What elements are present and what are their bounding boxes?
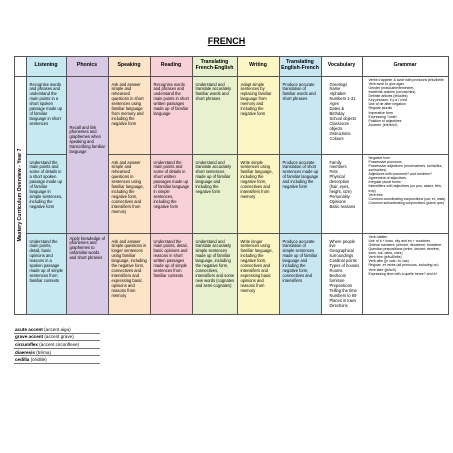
vocab-item: • Physical description (hair, eyes, height, size) (330, 174, 360, 194)
vocab-item: • Pets (330, 169, 360, 174)
row2-translating-en-fr: Produce accurate translation of short sentences made up of familiar language and including the negative form (279, 154, 322, 234)
grammar-item: • Ordinal numbers: premier, deuxième, troisième (369, 243, 447, 247)
vocab-item: • Numbers to 69 (330, 293, 360, 298)
grammar-item: • Indefinite articles (un/une/des) (369, 90, 447, 94)
row3-speaking: Ask and answer simple questions in longer sentences using familiar language, including the negative form, connectives and intensifiers and expressing basic opinions and reasons from memory (108, 233, 151, 315)
row1-grammar (362, 76, 449, 155)
row3-translating-en-fr: Produce accurate translation of simple sentences made up of familiar language and including the negative form, connectives and intensifiers (279, 233, 322, 315)
vocab-item: • Bedroom furniture (330, 273, 360, 283)
row2-translating-fr-en: Understand and translate accurately short sentences made up of familiar language and including the negative form (192, 154, 238, 234)
legend-term: grave accent (15, 334, 44, 340)
row2-writing: Write simple sentences using familiar language, including the negative form, connectives and intensifiers from memory (237, 154, 280, 234)
legend-row (14, 349, 100, 357)
grammar-item: • Verbs s'appeler & avoir with pronouns je/tu/il/elle (369, 78, 447, 82)
legend-term: cedilla (15, 357, 30, 363)
vocab-item: • Personality (330, 194, 360, 199)
legend-row (14, 334, 100, 342)
grammar-item: • Agreement of adjectives (369, 176, 447, 180)
legend-desc: (accent aigu) (44, 326, 71, 332)
legend-term: acute accent (15, 326, 43, 332)
header-writing: Writing (237, 56, 280, 77)
grammar-item: • Verb être (je/tu/il/elle) (369, 255, 447, 259)
grammar-item: • Negative form (369, 156, 447, 160)
grammar-item: • Common subordinating conjunctions (parce que) (369, 201, 447, 205)
grammar-item: • Verb avoir to give ages (369, 82, 447, 86)
vocab-item: • Numbers 1-31 (330, 96, 360, 101)
vocab-item: • Directions (330, 303, 360, 308)
row2-listening: Understand the main points and some of details in a short spoken passage made up of familiar language in simple sentences, including the negative form (26, 154, 67, 234)
grammar-item: • Regular plurals (369, 106, 447, 110)
legend-term: diaeresis (15, 349, 35, 355)
grammar-item: • Position of adjectives (369, 119, 447, 123)
grammar-item: • Use of à + town, city and en + countries (369, 239, 447, 243)
grammar-item: • Possessive pronouns (369, 160, 447, 164)
header-translating-en-fr: Translating English-French (279, 56, 322, 77)
legend-row (14, 341, 100, 349)
grammar-item: • Irregular plural forms (369, 180, 447, 184)
vocab-item: • Greetings (330, 82, 360, 87)
phonics-cell-lower: Apply knowledge of phonemes and graphemes to unfamiliar words and short phrases (66, 233, 109, 315)
side-label-cell (14, 76, 27, 315)
vocab-item: • Types of houses (330, 263, 360, 268)
row3-writing: Write longer sentences using familiar language, including the negative form, connectives and intensifiers and expressing basic opinions and reasons from memory (237, 233, 280, 315)
grammar-item: • Verb aller (je vais / tu vas) (369, 259, 447, 263)
grammar-item: • Possessive adjectives (mon/ma/mes, ton/ta/tes, son/sa/ses) (369, 164, 447, 172)
grammar-item: • Gender (masculine/feminine) (369, 86, 447, 90)
header-reading: Reading (150, 56, 193, 77)
row1-speaking: Ask and answer simple and rehearsed questions in short sentences using familiar language from memory and including the negative form (108, 76, 151, 155)
vocab-item: • Cardinal points (330, 258, 360, 263)
grammar-item: • Verb être (369, 193, 447, 197)
header-phonics: Phonics (66, 56, 109, 77)
header-listening: Listening (26, 56, 67, 77)
grammar-item: • Common coordinating conjunctions (car, et, mais) (369, 197, 447, 201)
grammar-item: • Accents' (é/è/ê/ç/ï) (369, 123, 447, 127)
row1-translating-fr-en: Understand and translate accurately familiar words and short phrases (192, 76, 238, 155)
grammar-item: • Verb habiter (369, 235, 447, 239)
page-title: FRENCH (207, 36, 246, 46)
header-grammar: Grammar (362, 56, 449, 77)
vocab-item: • Classroom objects (330, 121, 360, 131)
legend-desc: (accent circonflexe) (39, 341, 80, 347)
legend-desc: (cédille) (30, 357, 47, 363)
vocab-item: • Opinions (330, 199, 360, 204)
vocab-item: • Family members (330, 160, 360, 170)
row1-translating-en-fr: Produce accurate translation of familiar words and short phrases (279, 76, 322, 155)
row1-writing: Adapt simple sentences by replacing familiar language from memory and including the negative form (237, 76, 280, 155)
row2-grammar (362, 154, 449, 234)
vocab-item: • School objects (330, 116, 360, 121)
row3-translating-fr-en: Understand and translate accurately simple sentences made up of familiar language, including the negative form, connectives, intensifiers and some new words (cognates and semi-cognates) (192, 233, 238, 315)
grammar-item: • Imperative form (369, 111, 447, 115)
grammar-item: • Verb faire (je/tu/il) (369, 268, 447, 272)
row3-grammar (362, 233, 449, 315)
vocab-item: • Where people live (330, 239, 360, 249)
vocab-item: • Dates & Birthday (330, 106, 360, 116)
row2-speaking: Ask and answer simple and rehearsed questions in sentences using familiar language, including the negative form, connectives and intensifiers from memory (108, 154, 151, 234)
grammar-item: • Expressing 'I wish' (369, 115, 447, 119)
vocab-item: • Name (330, 86, 360, 91)
accent-legend (14, 326, 100, 364)
legend-row (14, 356, 100, 364)
legend-row (14, 326, 100, 334)
grammar-item: • Intensifiers with adjectives (un peu, assez, très, trop) (369, 184, 447, 192)
legend-term: circumflex (15, 341, 38, 347)
row3-reading: Understand the main points, detail, basic opinions and reasons in short written passages made up of simple sentences from familiar contexts (150, 233, 193, 315)
grammar-item: • Use of de after negation (369, 102, 447, 106)
row1-reading: Recognise words and phrases and understand the main points in short written passages made up of familiar language (150, 76, 193, 155)
vocab-item: • Geographical surroundings (330, 248, 360, 258)
vocab-item: • Basic reasons (330, 204, 360, 209)
vocab-item: • Colours (330, 136, 360, 141)
row3-listening: Understand the main points, detail, basic opinions and reasons in a spoken passage made up of simple sentences from familiar contexts (26, 233, 67, 315)
grammar-item: • Regular -er verbs (all pronouns, including on) (369, 263, 447, 267)
grammar-item: • Key phrases: il y a / c'est (369, 98, 447, 102)
row3-vocabulary (321, 233, 363, 315)
vocab-item: • Ages (330, 101, 360, 106)
row1-listening: Recognise words and phrases and understand the main points in a short spoken passage made up of familiar language in short sentences (26, 76, 67, 155)
grammar-item: • Adjectives with comment? and combien? (369, 172, 447, 176)
side-label: Mastery Curriculum Overview - Year 7 (17, 148, 23, 242)
vocab-item: • Rooms (330, 268, 360, 273)
row2-vocabulary (321, 154, 363, 234)
grammar-item: • Question prepositions (entre, devant, derrière, sous, sur, dans, chez) (369, 247, 447, 255)
vocab-item: • Alphabet (330, 91, 360, 96)
phonics-cell-upper: Recall and link phonemes and graphemes when speaking and transcribing familiar language (66, 76, 109, 234)
header-translating-fr-en: Translating French-English (192, 56, 238, 77)
grammar-item: • Expressing time with à quelle heure? and à? (369, 272, 447, 276)
vocab-item: • Instructions (330, 131, 360, 136)
legend-desc: (tréma) (36, 349, 52, 355)
legend-desc: (accent grave) (44, 334, 74, 340)
grammar-item: • Definite articles (le/la/les) (369, 94, 447, 98)
vocab-item: • Prepositions (330, 283, 360, 288)
vocab-item: • Places in town (330, 298, 360, 303)
curriculum-table (14, 56, 446, 314)
row2-reading: Understand the main points and some of details in short written passages made up of familiar language in simple sentences, including the negative form (150, 154, 193, 234)
header-vocabulary: Vocabulary (321, 56, 363, 77)
header-speaking: Speaking (108, 56, 151, 77)
vocab-item: • Telling the time (330, 288, 360, 293)
row1-vocabulary (321, 76, 363, 155)
